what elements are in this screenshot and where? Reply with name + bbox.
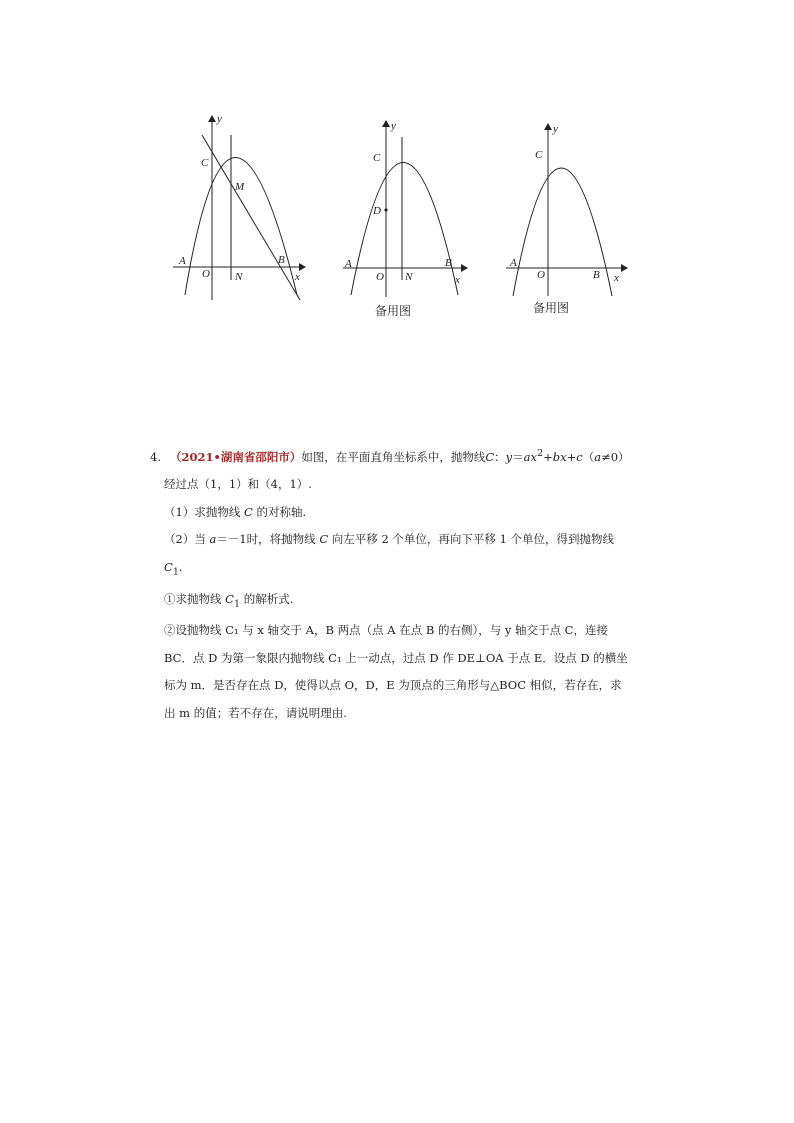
label-x: x: [455, 274, 460, 286]
q1-curve: C: [243, 504, 253, 519]
label-o: O: [202, 268, 210, 280]
eq-a: a: [523, 449, 531, 464]
label-c: C: [535, 149, 543, 161]
label-m: M: [235, 181, 245, 193]
cond-rest: ≠0）: [601, 449, 630, 464]
eq-exponent: 2: [537, 448, 544, 459]
label-y: y: [217, 113, 222, 125]
question-2: [150, 526, 650, 554]
cond-a: a: [594, 449, 602, 464]
point-d: [384, 208, 387, 211]
problem-line-1: [150, 440, 650, 471]
figure-3: [500, 118, 640, 323]
label-y: y: [553, 123, 558, 135]
sub-question-2-line-2: BC．点 D 为第一象限内抛物线 C₁ 上一动点，过点 D 作 DE⊥OA 于点 E．设点 D 的横坐: [164, 650, 628, 665]
eq-plus-1: +: [543, 449, 553, 464]
label-x: x: [614, 272, 619, 284]
eq-y: y: [505, 449, 513, 464]
label-o: O: [376, 271, 384, 283]
q2-text-f: .: [178, 559, 183, 574]
label-a: A: [179, 255, 186, 267]
q1-text-b: 的对称轴.: [252, 504, 307, 519]
eq-c: c: [576, 449, 583, 464]
problem-line-2: 经过点（1，1）和（4，1）.: [164, 477, 312, 492]
line-cb: [202, 135, 300, 300]
figure-caption: 备用图: [375, 304, 412, 318]
label-n: N: [235, 271, 243, 283]
label-x: x: [295, 271, 300, 283]
q2-text-a: （2）当: [164, 532, 210, 547]
question-2-cont: [150, 554, 650, 586]
eq-plus-2: +: [566, 449, 577, 464]
q2-curve: C: [319, 532, 329, 547]
figure-caption: 备用图: [533, 301, 570, 315]
label-y: y: [391, 120, 396, 132]
label-n: N: [405, 271, 413, 283]
q2-curve-c1: C: [164, 559, 173, 574]
sub-question-1: [150, 586, 650, 618]
s1-subscript: 1: [233, 597, 241, 609]
sub-question-2-line-1: ②设抛物线 C₁ 与 x 轴交于 A，B 两点（点 A 在点 B 的右侧），与 y 轴交于点 C，连接: [164, 623, 608, 638]
problem-source: （2021•湖南省邵阳市）: [170, 449, 302, 464]
s1-curve: C: [225, 591, 234, 606]
label-b: B: [278, 254, 285, 266]
intro-text: 如图，在平面直角坐标系中，抛物线: [301, 449, 486, 464]
problem-number: 4.: [150, 449, 161, 464]
s1-text-a: ①求抛物线: [164, 591, 226, 606]
label-c: C: [373, 152, 381, 164]
figure-1: [165, 110, 315, 310]
label-d: D: [373, 205, 381, 217]
s1-text-b: 的解析式.: [240, 591, 294, 606]
label-b: B: [445, 257, 452, 269]
eq-x: x: [530, 449, 538, 464]
eq-x2: x: [560, 449, 567, 464]
label-o: O: [537, 269, 545, 281]
q2-text-d: 向左平移 2 个单位，再向下平移 1 个单位，得到抛物线: [328, 532, 615, 547]
label-a: A: [510, 257, 517, 269]
sub-question-2-line-4: 出 m 的值；若不存在，请说明理由.: [164, 705, 347, 720]
curve-name: C: [485, 449, 495, 464]
figure-2: [335, 115, 475, 325]
colon: ：: [494, 449, 506, 464]
label-a: A: [345, 258, 352, 270]
eq-b: b: [552, 449, 561, 464]
q1-text-a: （1）求抛物线: [164, 504, 244, 519]
q2-var: a: [209, 532, 217, 547]
problem-4: [150, 440, 650, 727]
label-c: C: [201, 157, 209, 169]
eq-equals: ＝: [512, 449, 524, 464]
q2-subscript: 1: [172, 566, 179, 578]
question-1: [150, 499, 650, 527]
q2-text-b: ＝－1时，将抛物线: [216, 532, 320, 547]
sub-question-2-line-3: 标为 m．是否存在点 D，使得以点 O，D，E 为顶点的三角形与△BOC 相似，若存在，求: [164, 678, 622, 693]
cond-open: （: [582, 449, 595, 464]
label-b: B: [593, 269, 600, 281]
